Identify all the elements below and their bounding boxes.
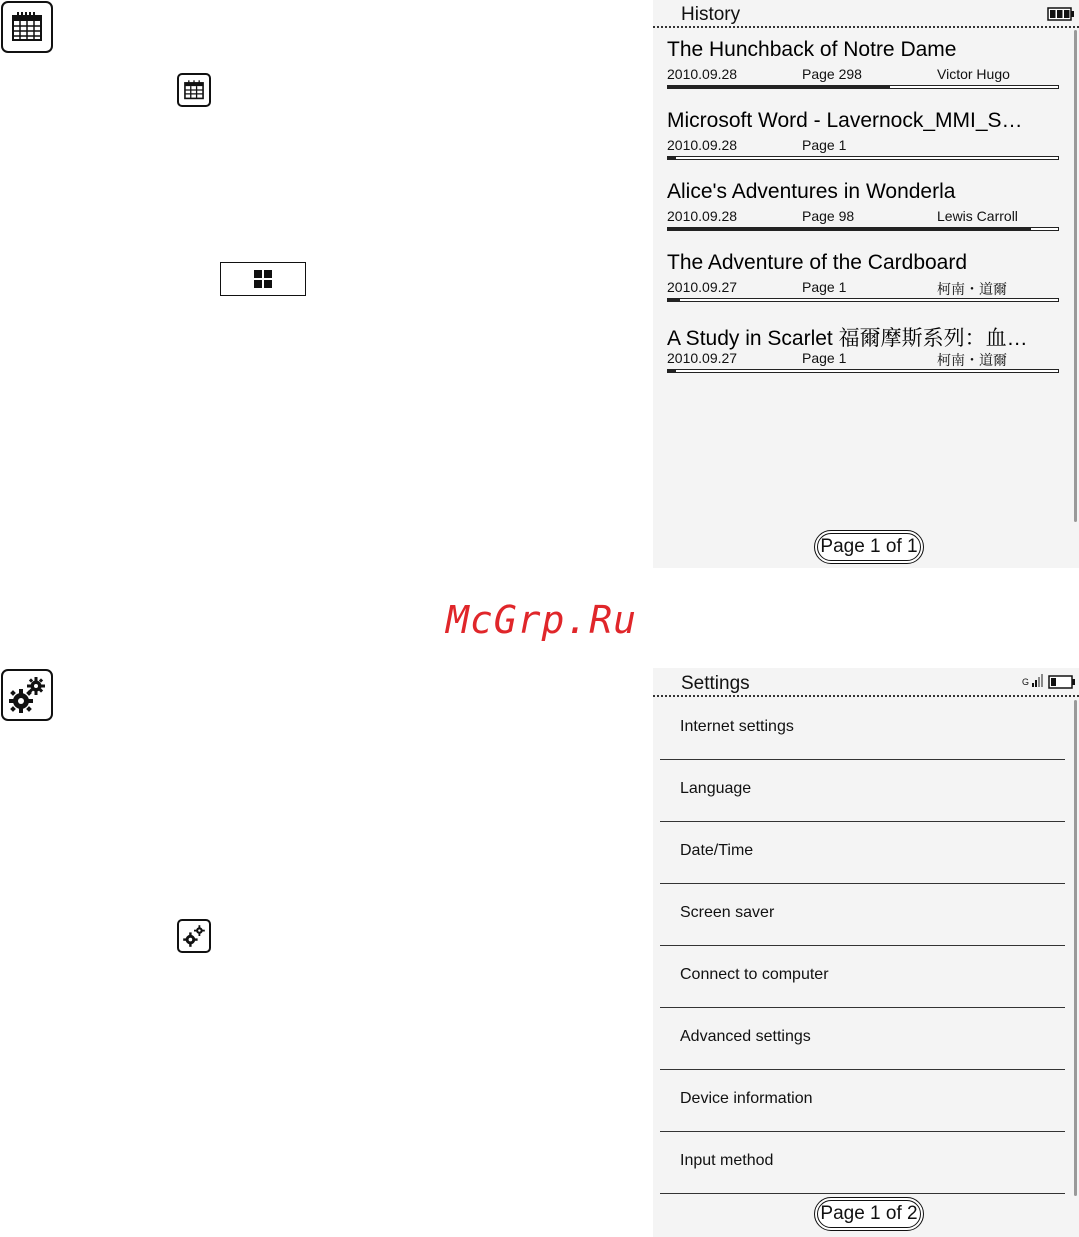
- last-read-date: 2010.09.28: [667, 137, 738, 153]
- settings-icon-large: [1, 669, 53, 721]
- history-item[interactable]: [667, 38, 1059, 98]
- page-number: Page 1: [802, 279, 847, 295]
- scrollbar[interactable]: [1074, 700, 1077, 1196]
- page-number: Page 1: [802, 137, 847, 153]
- book-author: Lewis Carroll: [937, 208, 1018, 224]
- reading-progress-fill: [668, 86, 890, 88]
- last-read-date: 2010.09.27: [667, 350, 738, 366]
- book-author: 柯南・道爾: [937, 281, 1007, 297]
- calendar-icon: [10, 10, 44, 44]
- settings-item-date-time[interactable]: [660, 822, 1065, 884]
- grid-view-button[interactable]: [220, 262, 306, 296]
- history-item[interactable]: [667, 180, 1059, 240]
- history-item[interactable]: [667, 109, 1059, 169]
- book-author: 柯南・道爾: [937, 352, 1007, 368]
- watermark: McGrp.Ru: [446, 598, 638, 642]
- book-title: The Adventure of the Cardboard: [667, 251, 968, 274]
- page-indicator[interactable]: [814, 1197, 924, 1231]
- settings-item-device-information[interactable]: [660, 1070, 1065, 1132]
- reading-progress-fill: [668, 370, 676, 372]
- settings-item-label: Advanced settings: [680, 1028, 811, 1045]
- book-title: A Study in Scarlet 福爾摩斯系列：血…: [667, 327, 1028, 350]
- last-read-date: 2010.09.28: [667, 208, 738, 224]
- scrollbar[interactable]: [1074, 30, 1077, 522]
- screen-title: History: [681, 4, 741, 25]
- reading-progress-fill: [668, 299, 680, 301]
- title-divider: [653, 26, 1079, 28]
- last-read-date: 2010.09.27: [667, 279, 738, 295]
- gears-icon: [182, 924, 206, 948]
- settings-item-connect-to-computer[interactable]: [660, 946, 1065, 1008]
- gears-icon: [7, 675, 47, 715]
- reading-progress-bar: [667, 298, 1059, 302]
- reading-progress-fill: [668, 228, 1031, 230]
- settings-screen: [653, 668, 1079, 1237]
- signal-label: G: [1021, 677, 1029, 687]
- history-icon-large: [1, 1, 53, 53]
- page-number: Page 1: [802, 350, 847, 366]
- settings-item-label: Connect to computer: [680, 966, 829, 983]
- reading-progress-fill: [668, 157, 676, 159]
- book-author: Victor Hugo: [937, 66, 1010, 82]
- reading-progress-bar: [667, 85, 1059, 89]
- history-icon-small: [177, 73, 211, 107]
- settings-item-label: Language: [680, 780, 752, 797]
- battery-full-icon: [1047, 7, 1075, 21]
- reading-progress-bar: [667, 369, 1059, 373]
- settings-item-language[interactable]: [660, 760, 1065, 822]
- settings-item-label: Date/Time: [680, 842, 754, 859]
- signal-icon: [1022, 674, 1043, 687]
- page-number: Page 98: [802, 208, 855, 224]
- history-item[interactable]: [667, 322, 1059, 382]
- settings-item-label: Internet settings: [680, 718, 794, 735]
- grid-icon: [253, 269, 273, 289]
- history-item[interactable]: [667, 251, 1059, 311]
- calendar-icon: [183, 79, 205, 101]
- page-indicator-label: Page 1 of 2: [817, 1200, 921, 1228]
- screen-title: Settings: [681, 673, 750, 694]
- settings-item-label: Device information: [680, 1090, 813, 1107]
- book-title: The Hunchback of Notre Dame: [667, 38, 957, 61]
- book-title: Alice's Adventures in Wonderla: [667, 180, 956, 203]
- last-read-date: 2010.09.28: [667, 66, 738, 82]
- reading-progress-bar: [667, 227, 1059, 231]
- page-indicator[interactable]: [814, 530, 924, 564]
- settings-item-advanced-settings[interactable]: [660, 1008, 1065, 1070]
- settings-item-input-method[interactable]: [660, 1132, 1065, 1194]
- page-indicator-label: Page 1 of 1: [817, 533, 921, 561]
- title-divider: [653, 695, 1079, 697]
- settings-item-screen-saver[interactable]: [660, 884, 1065, 946]
- settings-item-internet-settings[interactable]: [660, 698, 1065, 760]
- history-screen: [653, 0, 1079, 568]
- settings-item-label: Input method: [680, 1152, 774, 1169]
- settings-icon-small: [177, 919, 211, 953]
- reading-progress-bar: [667, 156, 1059, 160]
- settings-item-label: Screen saver: [680, 904, 775, 921]
- book-title: Microsoft Word - Lavernock_MMI_S…: [667, 109, 1023, 132]
- battery-low-icon: [1048, 675, 1076, 689]
- page-number: Page 298: [802, 66, 862, 82]
